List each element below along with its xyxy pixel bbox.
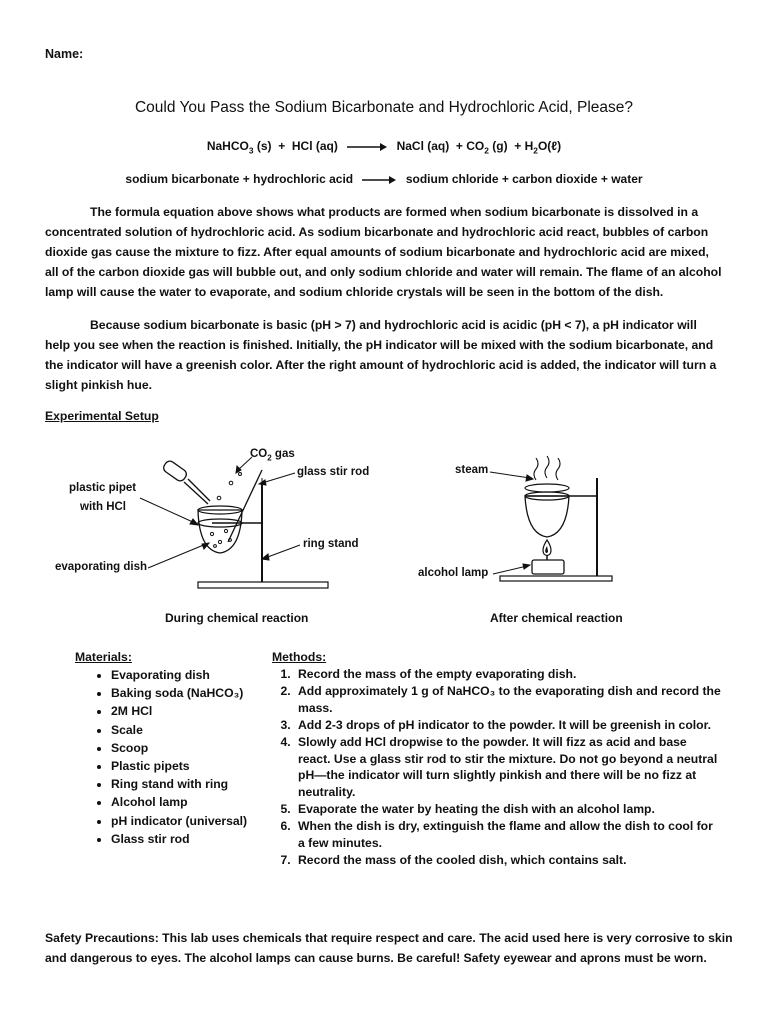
list-item: 2. Add approximately 1 g of NaHCO₃ to the evaporating dish and record the mass. bbox=[294, 683, 722, 717]
safety-label: Safety Precautions: bbox=[45, 931, 159, 945]
list-item: • pH indicator (universal) bbox=[111, 812, 247, 830]
materials-heading: Materials: bbox=[75, 650, 132, 664]
leader-arrows bbox=[140, 457, 300, 568]
setup-heading: Experimental Setup bbox=[45, 409, 159, 423]
list-item: • Scale bbox=[111, 721, 247, 739]
reaction-arrow-icon bbox=[347, 143, 387, 151]
word-products: sodium chloride + carbon dioxide + water bbox=[405, 172, 643, 186]
list-item: • 2M HCl bbox=[111, 702, 247, 720]
setup-diagram bbox=[0, 430, 768, 600]
list-item: • Evaporating dish bbox=[111, 666, 247, 684]
intro-paragraph: The formula equation above shows what products are formed when sodium bicarbonate is dissolved in a concentrated solution of hydrochloric acid. As sodium bicarbonate and hydrochloric acid react, bubbles of carbon dioxide gas cause the mixture to fizz. After equal amounts of sodium bicarbonate and hydrochloric acid are mixed, all of the carbon dioxide gas will bubble out, and only sodium chloride and water will remain. The flame of an alcohol lamp will cause the water to evaporate, and sodium chloride crystals will be seen in the bottom of the dish. bbox=[45, 205, 722, 299]
list-item: • Glass stir rod bbox=[111, 830, 247, 848]
materials-list bbox=[75, 666, 247, 848]
list-item: • Scoop bbox=[111, 739, 247, 757]
formula-reactants: NaHCO$_3$ (s) + HCl (aq) bbox=[206, 139, 338, 156]
caption-during: During chemical reaction bbox=[165, 611, 309, 625]
evaporating-dish bbox=[198, 473, 242, 554]
list-item: • Alcohol lamp bbox=[111, 793, 247, 811]
list-item: • Ring stand with ring bbox=[111, 775, 247, 793]
safety-section bbox=[45, 928, 735, 968]
list-item: 6. When the dish is dry, extinguish the flame and allow the dish to cool for a few minutes. bbox=[294, 818, 722, 852]
plastic-pipet bbox=[162, 459, 210, 504]
steam-icon bbox=[534, 456, 560, 480]
list-item: • Baking soda (NaHCO₃) bbox=[111, 684, 247, 702]
list-item: 3. Add 2-3 drops of pH indicator to the powder. It will be greenish in color. bbox=[294, 717, 722, 734]
indicator-paragraph: Because sodium bicarbonate is basic (pH > 7) and hydrochloric acid is acidic (pH < 7), a pH indicator will help you see when the reaction is finished. Initially, the pH indicator will be mixed with the sodium bicarbonate, and the indicator will have a greenish color. After the right amount of hydrochloric acid is added, the indicator will turn a slight pinkish hue. bbox=[45, 318, 717, 392]
alcohol-lamp-label: alcohol lamp bbox=[418, 567, 489, 579]
safety-text: This lab uses chemicals that require respect and care. The acid used here is very corrosive to skin and dangerous to eyes. The alcohol lamps can cause burns. Be careful! Safety eyewear and aprons must be worn. bbox=[45, 931, 733, 965]
methods-heading: Methods: bbox=[272, 650, 327, 664]
list-item: 5. Evaporate the water by heating the dish with an alcohol lamp. bbox=[294, 801, 722, 818]
dish-after bbox=[525, 484, 569, 537]
reaction-arrow-icon bbox=[362, 176, 396, 184]
leader-arrows-right bbox=[490, 472, 533, 574]
caption-after: After chemical reaction bbox=[490, 611, 623, 625]
word-reactants: sodium bicarbonate + hydrochloric acid bbox=[125, 172, 354, 186]
alcohol-lamp-icon bbox=[532, 540, 564, 574]
name-label: Name: bbox=[45, 47, 84, 61]
list-item: 4. Slowly add HCl dropwise to the powder. It will fizz as acid and base react. Use a glass stir rod to stir the mixture. Do not go beyond a neutral pH—the indicator will turn slightly pinkish and there will be no fizz at neutrality. bbox=[294, 734, 722, 802]
formula-products: NaCl $(aq) + CO_2$ $(g) + H_2O(\ell)$ bbox=[396, 139, 562, 156]
pipet-label-2: with HCl bbox=[80, 501, 126, 513]
evaporating-dish-label: evaporating dish bbox=[55, 561, 148, 573]
list-item: 1. Record the mass of the empty evaporating dish. bbox=[294, 666, 722, 683]
stir-rod-label: glass stir rod bbox=[297, 466, 370, 478]
word-equation bbox=[0, 172, 768, 186]
materials-section bbox=[75, 650, 247, 848]
ring-stand-label: ring stand bbox=[303, 538, 359, 550]
co2-gas-label: $CO_2$ gas bbox=[250, 448, 295, 463]
stir-rod bbox=[228, 470, 262, 542]
list-item: • Plastic pipets bbox=[111, 757, 247, 775]
formula-equation bbox=[0, 139, 768, 155]
methods-list bbox=[272, 666, 722, 869]
steam-label: steam bbox=[455, 464, 489, 476]
pipet-label-1: plastic pipet bbox=[69, 482, 137, 494]
ring-stand-left bbox=[198, 478, 328, 588]
methods-section bbox=[272, 650, 722, 869]
list-item: 7. Record the mass of the cooled dish, which contains salt. bbox=[294, 852, 722, 869]
ring-stand-right bbox=[500, 478, 612, 581]
page-title: Could You Pass the Sodium Bicarbonate and Hydrochloric Acid, Please? bbox=[134, 99, 634, 116]
